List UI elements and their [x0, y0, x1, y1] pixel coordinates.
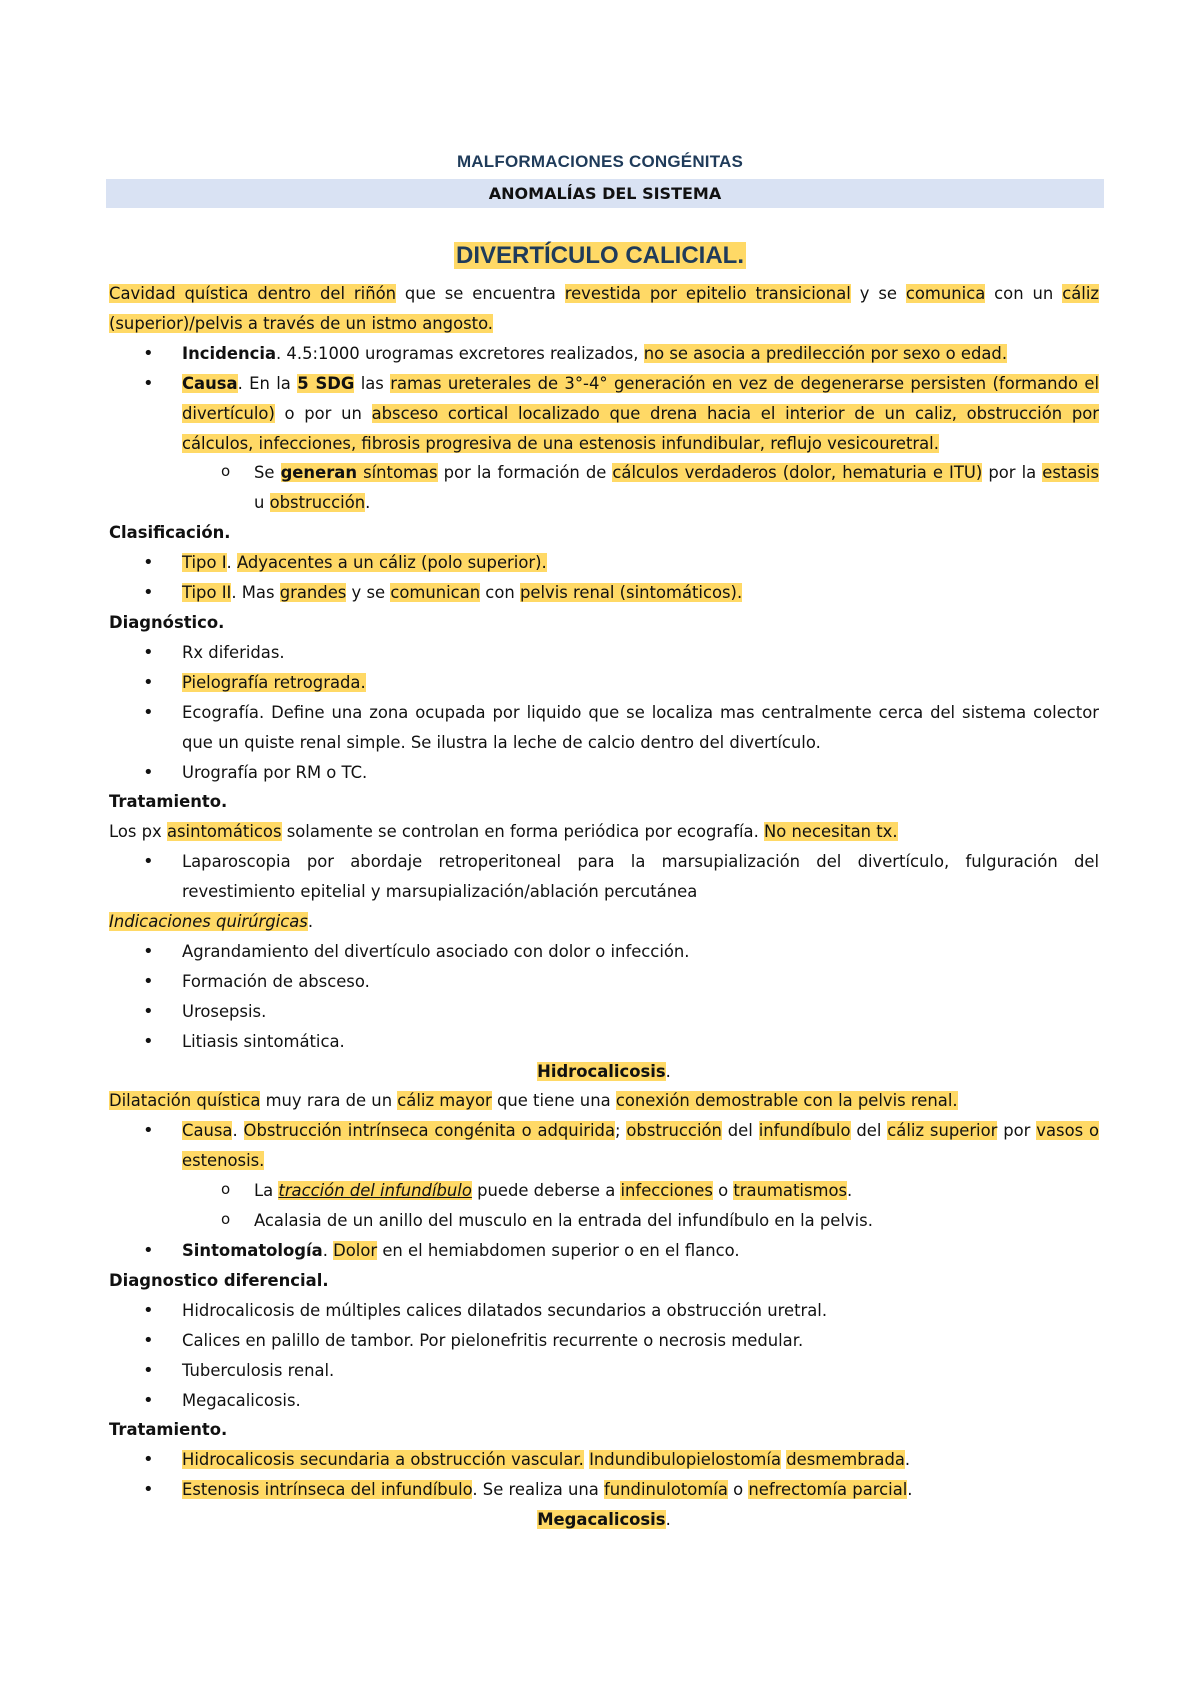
- text-run: No necesitan tx.: [764, 822, 898, 842]
- bullet-item: [109, 1386, 1099, 1416]
- bullet-item: [109, 369, 1099, 459]
- text-run: comunican: [390, 583, 481, 603]
- paragraph: [109, 608, 1099, 638]
- text-run: muy rara de un: [260, 1091, 398, 1111]
- text-run: Los px: [109, 822, 167, 842]
- bullet-item: [109, 1296, 1099, 1326]
- text-run: infecciones: [620, 1181, 713, 1201]
- text-run: Clasificación.: [109, 523, 231, 543]
- text-run: con un: [985, 284, 1063, 303]
- text-run: ramas ureterales de 3°-4° generación en vez de degenerarse persisten (formando el divertículo): [182, 373, 1099, 423]
- text-run: Megacalicosis: [537, 1510, 666, 1530]
- bullet-item: [109, 1445, 1099, 1475]
- bullet-item: [109, 967, 1099, 997]
- text-run: comunica: [905, 284, 986, 303]
- text-run: .: [226, 553, 237, 573]
- text-run: Dolor: [333, 1241, 378, 1260]
- bullet-item: [109, 578, 1099, 608]
- text-run: Diagnóstico.: [109, 612, 225, 632]
- text-run: infundíbulo: [758, 1121, 851, 1141]
- text-run: generan: [280, 463, 358, 483]
- text-run: cáliz superior: [887, 1121, 998, 1141]
- text-run: Cavidad quística dentro del riñón: [109, 284, 397, 303]
- bullet-item: [109, 1475, 1099, 1505]
- text-run: Causa: [182, 373, 238, 393]
- text-run: Estenosis intrínseca del infundíbulo: [182, 1480, 473, 1500]
- text-run: Tipo II: [182, 583, 232, 603]
- bullet-item: [109, 548, 1099, 578]
- text-run: . 4.5:1000 urogramas excretores realizados,: [276, 343, 644, 363]
- text-run: o por un: [274, 403, 372, 423]
- text-run: .: [665, 1061, 671, 1081]
- paragraph: [109, 518, 1099, 548]
- text-run: no se asocia a predilección por sexo o edad.: [643, 343, 1008, 363]
- text-run: o: [727, 1480, 749, 1500]
- bullet-item: [109, 997, 1099, 1027]
- paragraph: [109, 279, 1099, 339]
- text-run: absceso cortical localizado que drena hacia el interior de un caliz, obstrucción por cálculos, infecciones, fibrosis progresiva de una estenosis infundibular, reflujo vesicouretral.: [182, 403, 1099, 453]
- text-run: Tratamiento.: [109, 792, 228, 812]
- text-run: conexión demostrable con la pelvis renal.: [615, 1091, 958, 1111]
- bullet-item: [109, 668, 1099, 698]
- text-run: cáliz mayor: [397, 1091, 492, 1111]
- text-run: Agrandamiento del divertículo asociado con dolor o infección.: [182, 941, 690, 961]
- text-run: Tipo I: [182, 553, 227, 573]
- text-run: en el hemiabdomen superior o en el flanco.: [377, 1241, 740, 1260]
- text-run: desmembrada: [786, 1450, 905, 1470]
- document-body: [109, 279, 1099, 1535]
- text-run: .: [307, 912, 314, 932]
- text-run: u: [254, 493, 270, 513]
- paragraph: [109, 787, 1099, 817]
- text-run: Indicaciones quirúrgicas: [109, 912, 308, 932]
- text-run: traumatismos: [733, 1181, 848, 1201]
- paragraph: [109, 1057, 1099, 1087]
- sub-bullet-item: [109, 1176, 1099, 1206]
- main-heading: DIVERTÍCULO CALICIAL.: [456, 242, 744, 269]
- text-run: Calices en palillo de tambor. Por pielonefritis recurrente o necrosis medular.: [182, 1330, 804, 1350]
- text-run: 5 SDG: [297, 373, 355, 393]
- text-run: Dilatación quística: [109, 1091, 261, 1111]
- paragraph: [109, 907, 1099, 937]
- text-run: fundinulotomía: [604, 1480, 728, 1500]
- text-run: Diagnostico diferencial.: [109, 1270, 329, 1290]
- text-run: por: [997, 1121, 1037, 1141]
- text-run: y se: [850, 284, 906, 303]
- paragraph: [109, 1266, 1099, 1296]
- text-run: del: [850, 1121, 888, 1141]
- text-run: con: [480, 583, 520, 603]
- text-run: que tiene una: [491, 1091, 616, 1111]
- bullet-item: [109, 1116, 1099, 1176]
- text-run: . En la: [237, 373, 298, 393]
- text-run: Pielografía retrograda.: [182, 672, 366, 692]
- text-run: Megacalicosis.: [182, 1390, 301, 1410]
- text-run: La: [254, 1181, 279, 1201]
- paragraph: [109, 817, 1099, 847]
- text-run: .: [904, 1450, 911, 1470]
- text-run: o: [712, 1181, 734, 1201]
- text-run: Litiasis sintomática.: [182, 1031, 345, 1051]
- text-run: Adyacentes a un cáliz (polo superior).: [236, 553, 547, 573]
- text-run: nefrectomía parcial: [748, 1480, 908, 1500]
- text-run: Formación de absceso.: [182, 971, 370, 991]
- text-run: cáliz (superior)/pelvis a través de un istmo angosto.: [109, 284, 1099, 333]
- bullet-item: [109, 937, 1099, 967]
- text-run: Urosepsis.: [182, 1001, 267, 1021]
- text-run: . Se realiza una: [472, 1480, 605, 1500]
- text-run: Tuberculosis renal.: [182, 1360, 335, 1380]
- text-run: revestida por epitelio transicional: [564, 284, 851, 303]
- text-run: Indundibulopielostomía: [589, 1450, 781, 1470]
- text-run: Urografía por RM o TC.: [182, 762, 368, 782]
- text-run: del: [721, 1121, 759, 1141]
- text-run: Hidrocalicosis secundaria a obstrucción vascular.: [182, 1450, 584, 1470]
- text-run: .: [232, 1121, 244, 1141]
- bullet-item: [109, 698, 1099, 758]
- text-run: las: [354, 373, 391, 393]
- text-run: asintomáticos: [166, 822, 282, 842]
- text-run: que se encuentra: [396, 284, 565, 303]
- text-run: Tratamiento.: [109, 1420, 228, 1440]
- text-run: ;: [615, 1121, 627, 1141]
- text-run: Acalasia de un anillo del musculo en la entrada del infundíbulo en la pelvis.: [254, 1211, 873, 1231]
- text-run: obstrucción: [626, 1121, 722, 1141]
- text-run: Incidencia: [182, 343, 277, 363]
- text-run: .: [665, 1510, 671, 1530]
- text-run: por la formación de: [437, 463, 613, 483]
- text-run: .: [365, 493, 371, 513]
- text-run: .: [322, 1241, 334, 1260]
- text-run: estasis: [1042, 463, 1099, 483]
- text-run: Laparoscopia por abordaje retroperitoneal para la marsupialización del divertículo, fulguración del revestimiento epitelial y marsupialización/ablación percutánea: [182, 852, 1099, 902]
- bullet-item: [109, 339, 1099, 369]
- sub-bullet-item: [109, 458, 1099, 518]
- text-run: por la: [982, 463, 1043, 483]
- paragraph: [109, 1505, 1099, 1535]
- text-run: y se: [346, 583, 391, 603]
- text-run: . Mas: [231, 583, 280, 603]
- bullet-item: [109, 1356, 1099, 1386]
- bullet-item: [109, 1027, 1099, 1057]
- text-run: pelvis renal (sintomáticos).: [519, 583, 743, 603]
- bullet-item: [109, 1236, 1099, 1266]
- text-run: síntomas: [357, 463, 438, 483]
- text-run: grandes: [279, 583, 347, 603]
- sub-bullet-item: [109, 1206, 1099, 1236]
- text-run: vasos o estenosis.: [182, 1121, 1100, 1171]
- text-run: Hidrocalicosis: [537, 1061, 666, 1081]
- document-title: MALFORMACIONES CONGÉNITAS: [456, 152, 744, 171]
- text-run: cálculos verdaderos (dolor, hematuria e ITU): [612, 463, 983, 483]
- text-run: solamente se controlan en forma periódica por ecografía.: [281, 822, 764, 842]
- text-run: Causa: [182, 1121, 233, 1141]
- paragraph: [109, 1086, 1099, 1116]
- bullet-item: [109, 638, 1099, 668]
- bullet-item: [109, 847, 1099, 907]
- paragraph: [109, 1415, 1099, 1445]
- text-run: Ecografía. Define una zona ocupada por liquido que se localiza mas centralmente cerca del sistema colector que un quiste renal simple. Se ilustra la leche de calcio dentro del divertículo.: [182, 702, 1099, 752]
- text-run: Obstrucción intrínseca congénita o adquirida: [243, 1121, 615, 1141]
- text-run: Rx diferidas.: [182, 642, 285, 662]
- text-run: obstrucción: [269, 493, 366, 513]
- text-run: .: [847, 1181, 853, 1201]
- text-run: puede deberse a: [471, 1181, 621, 1201]
- main-heading-wrap: [0, 242, 1200, 270]
- text-run: Sintomatología: [182, 1241, 323, 1260]
- text-run: Hidrocalicosis de múltiples calices dilatados secundarios a obstrucción uretral.: [182, 1300, 828, 1320]
- text-run: tracción del infundíbulo: [278, 1181, 472, 1201]
- bullet-item: [109, 758, 1099, 788]
- text-run: Se: [254, 463, 281, 483]
- text-run: .: [907, 1480, 913, 1500]
- bullet-item: [109, 1326, 1099, 1356]
- section-banner: ANOMALÍAS DEL SISTEMA: [106, 179, 1104, 208]
